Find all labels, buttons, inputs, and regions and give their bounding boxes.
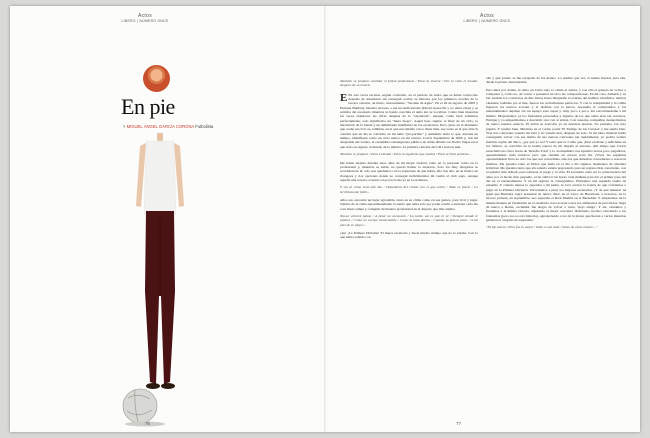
body-paragraph: Años así, encontré un lugar agradable, tanto en su clima como en sus gentes, para vivir y jugar. Saltaba de la cama espontáneamente la suerte que tenía solo por poder acudir a entrenar cada día a un buen campo y competir de manera profesional en el deporte que más amaba. — [340, 197, 478, 211]
lyric-quote: Tambien se propuso cambiar el futbol profesional / Para la muerte / Por lo visto el mundo, despues de su muerte — [340, 79, 478, 88]
right-page — [326, 6, 640, 432]
body-paragraph: ella y qué pronto se me escapaba de las manos. Lo tendría que ver, si reunía fuerzas para ella, desde la platea, inalcanzable. — [486, 76, 626, 85]
byline-prefix: × — [123, 124, 126, 129]
body-paragraph: E En tres veces escritas, seguía corriendo, en el periodo de retiro que se había convocado después de abandonar sin conseguir acabar su historia, por los primeros acordes de la tercera canción, de título, curiosamente, "Sácame de Agua". En el 26 de Agosto de 2005 y Enrique Bunbury lanzaba un beso a sus incondicionales (David Genocchi y yo entre ellos) y se retiraba del escenario mientras la banda concluía el tema sin su vocalista. Como bien muestras las veces anteriores las cifras después de la "espantada", aunque, como bien sabíamos perfectamente, solo significaba un "hasta luego". Aquél beso supuso el final de un ciclo, la disolución de la banda y un delimitante indefinido de los escenarios. Pero, justo en el momento que acaba un ciclo es, también, en el que uno mismo crece. Pues bien, ese verso es el que abre la canción que en día se convirtió en mi tema "pre-partido" y asimismo abría lo que, durante un tiempo, identifiqué como un ciclo nuevo en mi carrera. Corría Septiembre de 2006 y, tras mi despedida del verano, el carismático managerono público un doble álbum con Nacho Vegas en el que sería su regreso al mundo de la música. La primera canción del CD1 sería la mía. — [340, 91, 478, 149]
lyric-quote: Y sin sé cómo será este día / Dependerá del cristal con el que mires / Todo es fuerte / Lo terriblemente bello… — [340, 185, 478, 194]
lyric-quote: Nunca volverá jamás / A pisar un escenario / La tarde, así es que lo sé / Siempre donde le plantes / Como un cuerpo incalculable / Como la bala dorma / Cuando la quiera pisar / A los pies de su mujer… — [340, 213, 478, 227]
issue-label: LIBERO | NÚMERO ONCE — [121, 19, 169, 23]
section-name: Actos — [479, 13, 494, 19]
text-column-1 — [340, 76, 478, 426]
right-shoe-shape — [161, 383, 175, 389]
magazine-spread — [10, 6, 640, 432]
running-head-right — [452, 13, 522, 23]
author-name: MIGUEL ÁNGEL GARCÍA CORONA — [126, 124, 195, 129]
body-paragraph: ¡Ay! ¡La Primera División! El mejor escenario y hacía mucho tiempo que no lo pisaba. Con lo que había soñado con — [340, 230, 478, 240]
author-role: Futbolista — [195, 124, 214, 129]
lyric-quote: Tambien se propuso / Para el deudo / Para lo siguiente que vendrá / Para el Dios provisto… — [340, 152, 472, 157]
neck-shape — [157, 133, 163, 141]
left-shoe-shape — [146, 383, 160, 389]
shirt-shape — [144, 141, 176, 214]
issue-label: LIBERO | NÚMERO ONCE — [463, 19, 511, 23]
left-page — [10, 6, 324, 432]
body-paragraph: Pero mira por donde, el retiro en Cuba trajo la calma al artista, y con ella el ganado de volver a componer y, como no, de volver a presentar en vivo las composiciones. En mi caso, Almería y su bar estaban los conciertos de mis labios hasta dibujarme la sonrisa del hombre triunfador. Ambos ciudades, bañadas por el mar, fueron los revitalizantes perfectos. Y con la tranquilidad y la calma llegaron los nuevos acordes y el disfrute con la pelota. Ascendía el compromiso y los entrenamientos dejaban ver un equipo esas capaz y, muy poco a poco, iba encontrándome a mí mismo. Disponíamos ya los fantasmas personales y dejados de los que antes eran tan cercanos, Enrique y yo empezábamos a descubrir otra vez al artista. Con nuestras compañías destapábamos de nuevo nuestra esencia. El balón se acercaba ya en nuestras piernas. No pensaba, tan solo jugaba. Y sonaba bien. Mientras en el coche, ponía 'El Tiempo de las Cerezas' y me sentía bien. Tras tres canciones sonaría mi vida y no sonaba mal, después de todo. Si mi ídolo musical había conseguido volver con ese ánimo de sus nuevas canciones tan rápidamente, yo podría vender muchas copias del disco, ¿por qué yo no? Y tanto que sí. Como que, ¡Pisó en mano y suficiente en los ritmos!, se convirtió en la banda sonora de mi llegada al entorno. Ahí amigo que Carlos escuchaba las cinco horas de 'Desafío Total' y lo acompañaba con aquellos textos poco pegadizos, aparentemente nada técnicos pero que rendían en exceso para mí. ¡Vivas las segundas oportunidades! Pero no sólo las que son concedidas, sino las que debemos concedernos a nosotros mismos. Me gustaba tanto el fútbol que hallé en el día a día algunos momentos de absoluta felicidad. Me gustaba tanto que sin saberlo estaba preparando para un regreso más consciente, con el paladar más afinado para saborear el juego y la vida. El escenario solía ser la consecuencia del amor por el hecho más pequeño, el de cultivar las horas cada mañana para dar el primer pase del día en el entrenamiento. Y en mí regresó la conseguimos. Firmamos una segunda vuelta de ensueño. Y cuando menos lo esperaba a mi padre, le tocó acertar la lotería de que volvíamos a jugar en la Primera División. Volveríamos a pisar los mejores escenarios. ¡Y de qué manera! Al igual que Bunbury logró presentar su nuevo disco en el Liceo de Barcelona, a nosotros, en la tercera jornada, en septiembre, nos esperaba el Real Madrid en el Bernabéu. Y empatamos de la misma manera en Chamartín en el resultado, tras recorrer todos los anfiteatros de provincias. llegó de nuevo a Roma, cachaimé 'me alegro de volver a verte, viejo amigo'. Y así, cantamos y frenamos a la última victoria, siguiendo el mejor concierto disfrutado, incluso venciendo a los fantasmas (pero eso es otra historia), agradeciendo a los de la platea que fueran a verlos mientras gritaban el carguito de esperanza: — [486, 87, 626, 222]
page-number-left: 76 — [145, 421, 151, 426]
article-title: En pie — [121, 94, 175, 119]
text-column-2 — [486, 76, 626, 426]
drop-cap: E — [340, 91, 348, 104]
section-name: Actos — [137, 13, 152, 19]
body-paragraph: Me había alejado durante unos años de mi mejor versión, tanto en lo personal como en lo profesional y, mientras se subía, no quería llamar la atención. Solo los muy allegados se acordaban de él, solo nos quedamos con la esperanza de que había, año tras año, en su blanco en Zaragoza y dos opciones donde no conseguí individualizar mi vuelta al club suyo, aunque aquella una tercera ocasión con pocas balas ya en la recámara. — [340, 160, 478, 182]
page-number-right: 77 — [456, 421, 462, 426]
byline — [123, 124, 213, 129]
author-portrait — [143, 65, 170, 92]
lyric-quote: "Ni fue bueno / Pero fue lo mejor / Todo o casi todo / Salvo de otras mieses…" — [486, 225, 598, 230]
